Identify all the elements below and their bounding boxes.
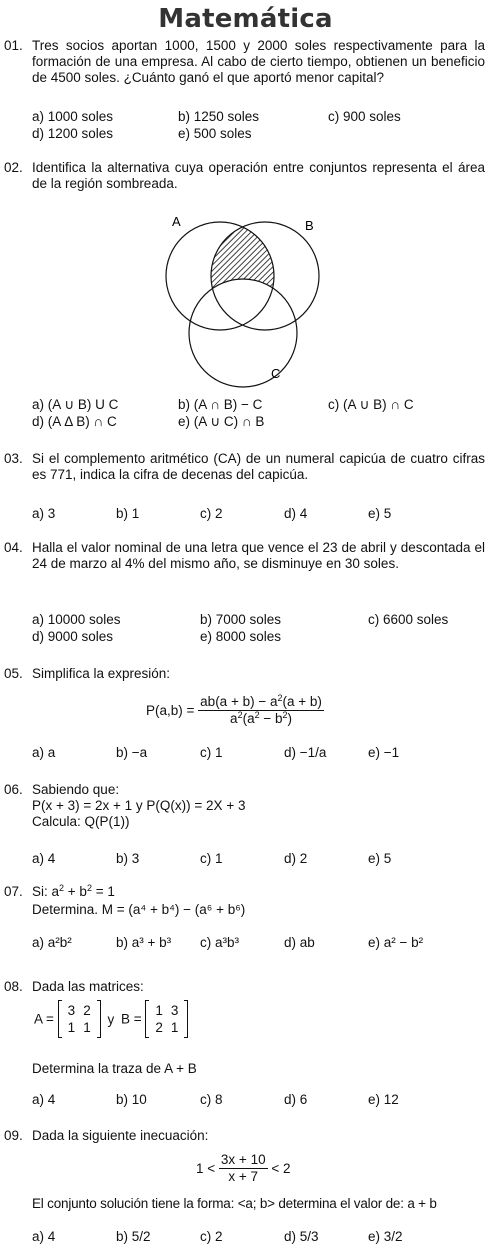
option-d[interactable]: d) 5/3 bbox=[284, 1229, 319, 1244]
option-d[interactable]: d) ab bbox=[284, 935, 315, 950]
option-c[interactable]: c) 2 bbox=[200, 506, 223, 521]
option-c[interactable]: c) 1 bbox=[200, 745, 223, 760]
question-number: 08. bbox=[4, 979, 23, 994]
option-b[interactable]: b) a³ + b³ bbox=[116, 935, 172, 950]
question-text: Dada las matrices: bbox=[32, 979, 144, 994]
shaded-region bbox=[150, 208, 340, 388]
question-text: Simplifica la expresión: bbox=[32, 666, 171, 681]
question-text: Halla el valor nominal de una letra que vence el 23 de abril y descontada el 24 de marzo al 4% del mismo año, se disminuye en 30 soles. bbox=[32, 540, 485, 571]
option-d[interactable]: d) 6 bbox=[284, 1092, 308, 1107]
option-a[interactable]: a) (A ∪ B) U C bbox=[32, 397, 119, 412]
question-number: 01. bbox=[4, 38, 23, 53]
label-b: B bbox=[305, 218, 314, 233]
page-title: Matemática bbox=[158, 4, 333, 34]
question-number: 03. bbox=[4, 451, 23, 466]
matrix-b-cell: 2 bbox=[155, 1020, 163, 1035]
option-b[interactable]: b) 1250 soles bbox=[178, 109, 260, 124]
matrix-a-cell: 3 bbox=[67, 1003, 76, 1018]
option-a[interactable]: a) 4 bbox=[32, 1092, 56, 1107]
question-text: Sabiendo que: bbox=[32, 782, 120, 797]
option-d[interactable]: d) −1/a bbox=[284, 745, 327, 760]
matrix-b-cell: 1 bbox=[155, 1003, 163, 1018]
option-b[interactable]: b) 10 bbox=[116, 1092, 147, 1107]
venn-diagram bbox=[150, 208, 340, 388]
question-line: Calcula: Q(P(1)) bbox=[32, 814, 130, 829]
question-line: P(x + 3) = 2x + 1 y P(Q(x)) = 2X + 3 bbox=[32, 798, 246, 813]
matrix-b-cell: 3 bbox=[170, 1003, 179, 1018]
option-a[interactable]: a) a bbox=[32, 745, 56, 760]
inequality-left: 1 < bbox=[196, 1161, 216, 1176]
option-a[interactable]: a) 1000 soles bbox=[32, 109, 114, 124]
option-c[interactable]: c) a³b³ bbox=[200, 935, 240, 950]
question-number: 07. bbox=[4, 884, 23, 899]
fraction-numerator: 3x + 10 bbox=[220, 1152, 266, 1167]
question-number: 05. bbox=[4, 666, 23, 681]
label-a: A bbox=[172, 214, 181, 229]
option-b[interactable]: b) 1 bbox=[116, 506, 140, 521]
question-text: Dada la siguiente inecuación: bbox=[32, 1128, 209, 1143]
question-number: 02. bbox=[4, 160, 23, 175]
fraction-numerator: $ab(a + b) - a^2(a + b)$ bbox=[200, 693, 322, 709]
fraction-denominator: x + 7 bbox=[228, 1169, 259, 1184]
question-number: 06. bbox=[4, 782, 23, 797]
matrix-a bbox=[58, 1001, 101, 1037]
option-a[interactable]: a) 4 bbox=[32, 851, 56, 866]
option-d[interactable]: d) 2 bbox=[284, 851, 308, 866]
question-line: Determina. M = (a⁴ + b⁴) − (a⁶ + b⁶) bbox=[32, 902, 246, 917]
question-text: Identifica la alternativa cuya operación entre conjuntos representa el área de la región sombreada. bbox=[32, 160, 485, 191]
matrix-b-cell: 1 bbox=[170, 1020, 179, 1035]
fraction-denominator: $a^2(a^2 - b^2)$ bbox=[230, 710, 293, 726]
option-c[interactable]: c) 6600 soles bbox=[368, 612, 449, 627]
option-e[interactable]: e) 8000 soles bbox=[200, 629, 282, 644]
option-c[interactable]: c) 8 bbox=[200, 1092, 223, 1107]
question-text: Si: $a^2 + b^2 = 1$ bbox=[32, 883, 115, 899]
option-c[interactable]: c) 2 bbox=[200, 1229, 223, 1244]
matrices bbox=[34, 1001, 188, 1037]
question-text: Tres socios aportan 1000, 1500 y 2000 soles respectivamente para la formación de una empresa. Al cabo de cierto tiempo, obtienen un beneficio de 4500 soles. ¿Cuánto ganó el que aportó menor capital? bbox=[32, 38, 485, 85]
option-a[interactable]: a) 10000 soles bbox=[32, 612, 121, 627]
inequality bbox=[196, 1152, 291, 1185]
question-ask: Determina la traza de A + B bbox=[32, 1061, 197, 1076]
set-c-circle bbox=[189, 279, 297, 387]
option-b[interactable]: b) 7000 soles bbox=[200, 612, 282, 627]
option-b[interactable]: b) 3 bbox=[116, 851, 140, 866]
matrix-a-cell: 1 bbox=[83, 1020, 91, 1035]
option-d[interactable]: d) 4 bbox=[284, 506, 308, 521]
option-e[interactable]: e) 5 bbox=[368, 851, 392, 866]
inequality-fraction bbox=[219, 1152, 268, 1185]
option-e[interactable]: e) 5 bbox=[368, 506, 392, 521]
option-d[interactable]: d) 9000 soles bbox=[32, 629, 114, 644]
option-a[interactable]: a) a²b² bbox=[32, 935, 72, 950]
question-number: 04. bbox=[4, 540, 23, 555]
option-e[interactable]: e) 12 bbox=[368, 1092, 399, 1107]
matrix-a-cell: 2 bbox=[83, 1003, 91, 1018]
option-c[interactable]: c) 900 soles bbox=[328, 109, 401, 124]
option-e[interactable]: e) a² − b² bbox=[368, 935, 424, 950]
conjunction: y bbox=[107, 1011, 115, 1027]
label-c: C bbox=[271, 366, 281, 381]
inequality-right: < 2 bbox=[271, 1161, 291, 1176]
question-ask: El conjunto solución tiene la forma: <a; b> determina el valor de: a + b bbox=[32, 1196, 437, 1211]
matrix-a-label: A = bbox=[34, 1011, 54, 1027]
matrix-b-label: B = bbox=[120, 1011, 142, 1027]
question-text: Si el complemento aritmético (CA) de un numeral capicúa de cuatro cifras es 771, indica la cifra de decenas del capicúa. bbox=[32, 451, 485, 482]
option-c[interactable]: c) (A ∪ B) ∩ C bbox=[328, 397, 414, 412]
option-c[interactable]: c) 1 bbox=[200, 851, 223, 866]
option-b[interactable]: b) −a bbox=[116, 745, 148, 760]
expression-lhs: P(a,b) = bbox=[146, 703, 195, 718]
option-a[interactable]: a) 4 bbox=[32, 1229, 56, 1244]
option-b[interactable]: b) 5/2 bbox=[116, 1229, 151, 1244]
option-a[interactable]: a) 3 bbox=[32, 506, 56, 521]
option-e[interactable]: e) −1 bbox=[368, 745, 400, 760]
option-e[interactable]: e) (A ∪ C) ∩ B bbox=[178, 414, 265, 429]
option-d[interactable]: d) 1200 soles bbox=[32, 126, 114, 141]
question-number: 09. bbox=[4, 1128, 23, 1143]
matrix-a-cell: 1 bbox=[67, 1020, 76, 1035]
option-e[interactable]: e) 500 soles bbox=[178, 126, 252, 141]
option-b[interactable]: b) (A ∩ B) − C bbox=[178, 397, 263, 412]
expression bbox=[146, 694, 324, 727]
matrix-b bbox=[145, 1001, 188, 1037]
expression-fraction bbox=[198, 694, 324, 727]
option-d[interactable]: d) (A Δ B) ∩ C bbox=[32, 414, 117, 429]
option-e[interactable]: e) 3/2 bbox=[368, 1229, 403, 1244]
